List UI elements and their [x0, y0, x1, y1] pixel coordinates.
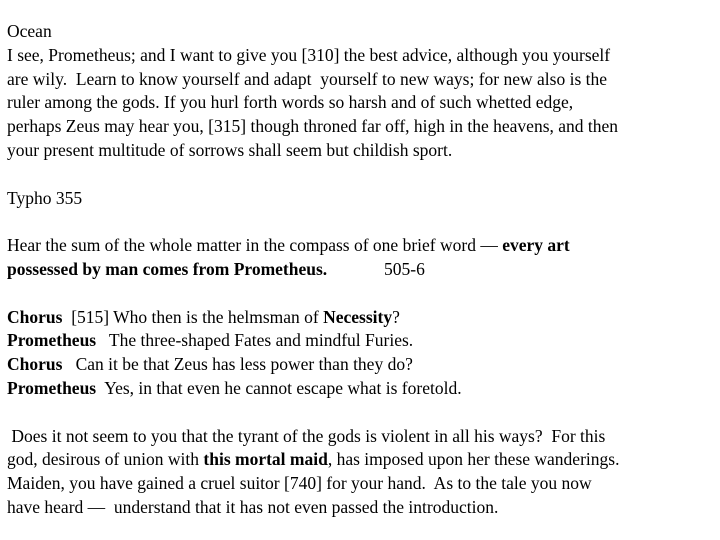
- speaker-name: Chorus: [7, 306, 63, 327]
- dialogue-text-end: ?: [392, 306, 400, 327]
- line-reference: 505-6: [327, 258, 425, 279]
- paragraph-gap: [7, 210, 717, 234]
- ocean-line-2: are wily. Learn to know yourself and adapt yourself to new ways; for new also is the: [7, 68, 608, 89]
- speaker-name: Chorus: [7, 354, 63, 375]
- hear-line-2-bold: possessed by man comes from Prometheus.: [7, 258, 328, 279]
- final-line-2: [7, 448, 717, 472]
- ocean-line-4: perhaps Zeus may hear you, [315] though throned far off, high in the heavens, and then: [7, 116, 619, 137]
- hear-line-1-text: Hear the sum of the whole matter in the compass of one brief word —: [7, 235, 503, 256]
- paragraph-gap: [7, 401, 717, 425]
- paragraph-gap: [7, 163, 717, 187]
- ocean-line-1: I see, Prometheus; and I want to give you [310] the best advice, although you yourself: [7, 44, 611, 65]
- speaker-name: Prometheus: [7, 330, 97, 351]
- dialogue-line: [7, 306, 717, 330]
- final-line-2-end: , has imposed upon her these wanderings.: [327, 449, 620, 470]
- paragraph-gap: [7, 282, 717, 306]
- ocean-line-5: your present multitude of sorrows shall seem but childish sport.: [7, 139, 453, 160]
- document-page: [7, 20, 717, 520]
- hear-line-1: [7, 234, 717, 258]
- hear-line-1-bold: every art: [502, 235, 570, 256]
- dialogue-text: [515] Who then is the helmsman of: [62, 306, 324, 327]
- final-line-2-start: god, desirous of union with: [7, 449, 204, 470]
- final-line-1: Does it not seem to you that the tyrant of the gods is violent in all his ways? For this: [7, 425, 606, 446]
- dialogue-text: Yes, in that even he cannot escape what is foretold.: [96, 377, 462, 398]
- dialogue-text: The three-shaped Fates and mindful Furies.: [96, 330, 414, 351]
- typho-heading: Typho 355: [7, 187, 83, 208]
- final-line-4: have heard — understand that it has not even passed the introduction.: [7, 496, 499, 517]
- hear-line-2: [7, 258, 717, 282]
- final-line-2-bold: this mortal maid: [203, 449, 328, 470]
- dialogue-bold-word: Necessity: [323, 306, 393, 327]
- ocean-line-3: ruler among the gods. If you hurl forth words so harsh and of such whetted edge,: [7, 92, 574, 113]
- dialogue-line: [7, 377, 717, 401]
- dialogue-text: Can it be that Zeus has less power than they do?: [62, 354, 413, 375]
- dialogue-line: [7, 353, 717, 377]
- ocean-heading: Ocean: [7, 21, 52, 41]
- speaker-name: Prometheus: [7, 377, 97, 398]
- final-line-3: Maiden, you have gained a cruel suitor [740] for your hand. As to the tale you now: [7, 473, 592, 494]
- dialogue-line: [7, 329, 717, 353]
